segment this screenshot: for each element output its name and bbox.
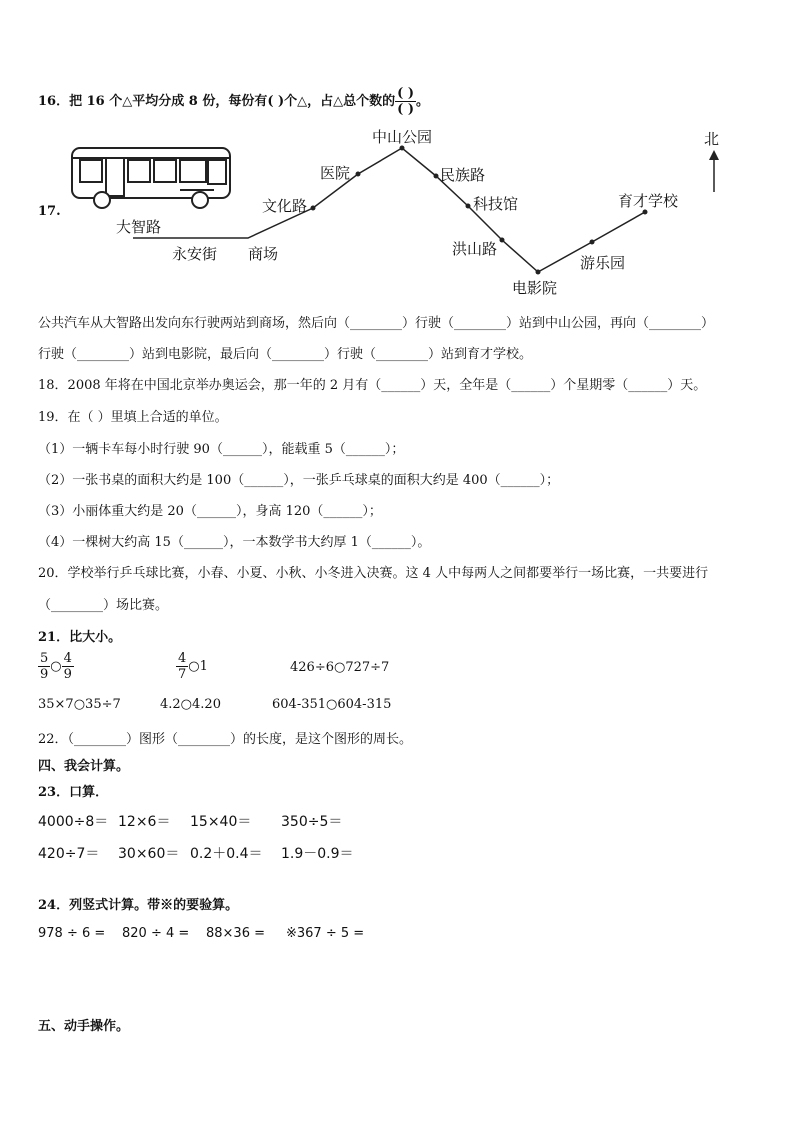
q16-frac-numerator: ( ) bbox=[397, 86, 414, 101]
stop-minzu bbox=[434, 174, 439, 179]
q19-item-3: （3）小丽体重大约是 20（______），身高 120（______）； bbox=[38, 504, 382, 519]
label-zhongshan: 中山公园 bbox=[372, 128, 433, 146]
q24-item-4[interactable]: ※367 ÷ 5 = bbox=[286, 926, 365, 941]
question-22: 22．（________）图形（________）的长度，是这个图形的周长。 bbox=[38, 732, 413, 747]
label-shangchang: 商场 bbox=[248, 245, 279, 263]
q23-item-5[interactable]: 420÷7＝ bbox=[38, 846, 100, 862]
fraction-numerator: 4 bbox=[63, 651, 72, 666]
label-yongan: 永安街 bbox=[172, 245, 218, 263]
fraction-denominator: 7 bbox=[178, 667, 187, 682]
fraction-numerator: 5 bbox=[40, 651, 49, 666]
q24-item-2[interactable]: 820 ÷ 4 = bbox=[122, 926, 190, 941]
label-yiyuan: 医院 bbox=[320, 164, 351, 182]
fraction-denominator: 9 bbox=[63, 667, 72, 682]
label-north: 北 bbox=[704, 130, 720, 148]
q23-item-4[interactable]: 350÷5＝ bbox=[281, 814, 343, 830]
q21-compare-3[interactable]: 426÷6○727÷7 bbox=[290, 660, 390, 675]
label-yucai: 育才学校 bbox=[618, 192, 679, 210]
compare-circle: ○ bbox=[50, 659, 62, 674]
q23-item-1[interactable]: 4000÷8＝ bbox=[38, 814, 109, 830]
stop-keji bbox=[466, 204, 471, 209]
label-dazhi: 大智路 bbox=[116, 218, 162, 236]
q24-title: 24．列竖式计算。带※的要验算。 bbox=[38, 898, 239, 913]
q19-title: 19．在（ ）里填上合适的单位。 bbox=[38, 410, 228, 425]
q24-item-3[interactable]: 88×36 = bbox=[206, 926, 266, 941]
q21-compare-6[interactable]: 604-351○604-315 bbox=[272, 697, 392, 712]
q16-end: 。 bbox=[415, 94, 429, 109]
q20-line2: （________）场比赛。 bbox=[38, 598, 169, 613]
bus-icon bbox=[72, 148, 230, 208]
q23-item-7[interactable]: 0.2＋0.4＝ bbox=[190, 846, 263, 862]
question-18: 18．2008 年将在中国北京举办奥运会，那一年的 2 月有（______）天，全年是（______）个星期零（______）天。 bbox=[38, 378, 707, 393]
compare-rest: ○1 bbox=[188, 659, 208, 674]
q24-item-1[interactable]: 978 ÷ 6 = bbox=[38, 926, 106, 941]
label-wenhua: 文化路 bbox=[262, 197, 308, 215]
q21-compare-5[interactable]: 4.2○4.20 bbox=[160, 697, 221, 712]
label-youle: 游乐园 bbox=[580, 254, 626, 272]
label-hongshan: 洪山路 bbox=[452, 240, 498, 258]
stop-wenhua bbox=[311, 206, 316, 211]
section-5-heading: 五、动手操作。 bbox=[38, 1019, 130, 1034]
north-arrow-icon bbox=[709, 150, 719, 192]
q17-line1: 公共汽车从大智路出发向东行驶两站到商场，然后向（________）行驶（________）站到中山公园，再向（________） bbox=[38, 316, 715, 331]
q23-item-6[interactable]: 30×60＝ bbox=[118, 846, 180, 862]
fraction-denominator: 9 bbox=[40, 667, 49, 682]
q23-item-8[interactable]: 1.9－0.9＝ bbox=[281, 846, 354, 862]
section-4-heading: 四、我会计算。 bbox=[38, 759, 130, 774]
stop-dianying bbox=[536, 270, 541, 275]
q23-title: 23．口算． bbox=[38, 785, 109, 800]
stop-yiyuan bbox=[356, 172, 361, 177]
q19-item-4: （4）一棵树大约高 15（______），一本数学书大约厚 1（______）。 bbox=[38, 535, 431, 550]
label-keji: 科技馆 bbox=[473, 195, 519, 213]
q21-title: 21．比大小。 bbox=[38, 630, 122, 645]
q16-frac-denominator: ( ) bbox=[397, 102, 414, 117]
q20-line1: 20．学校举行乒乓球比赛，小春、小夏、小秋、小冬进入决赛。这 4 人中每两人之间都要举行一场比赛，一共要进行 bbox=[38, 566, 709, 581]
q23-item-3[interactable]: 15×40＝ bbox=[190, 814, 252, 830]
q19-item-1: （1）一辆卡车每小时行驶 90（______），能载重 5（______）； bbox=[38, 442, 405, 457]
q16-text: 16．把 16 个△平均分成 8 份，每份有( )个△，占△总个数的 bbox=[38, 94, 396, 109]
fraction-numerator: 4 bbox=[178, 651, 187, 666]
q21-compare-4[interactable]: 35×7○35÷7 bbox=[38, 697, 121, 712]
stop-hongshan bbox=[500, 238, 505, 243]
q21-compare-2[interactable] bbox=[176, 651, 208, 682]
label-minzu: 民族路 bbox=[440, 166, 486, 184]
q19-item-2: （2）一张书桌的面积大约是 100（______），一张乒乓球桌的面积大约是 400（______）； bbox=[38, 473, 560, 488]
q21-compare-1[interactable] bbox=[38, 651, 74, 682]
route-map bbox=[0, 0, 794, 300]
q17-line2: 行驶（________）站到电影院，最后向（________）行驶（________）站到育才学校。 bbox=[38, 347, 533, 362]
stop-youle bbox=[590, 240, 595, 245]
label-dianying: 电影院 bbox=[512, 279, 558, 297]
q23-item-2[interactable]: 12×6＝ bbox=[118, 814, 171, 830]
q17-number: 17. bbox=[38, 204, 61, 219]
